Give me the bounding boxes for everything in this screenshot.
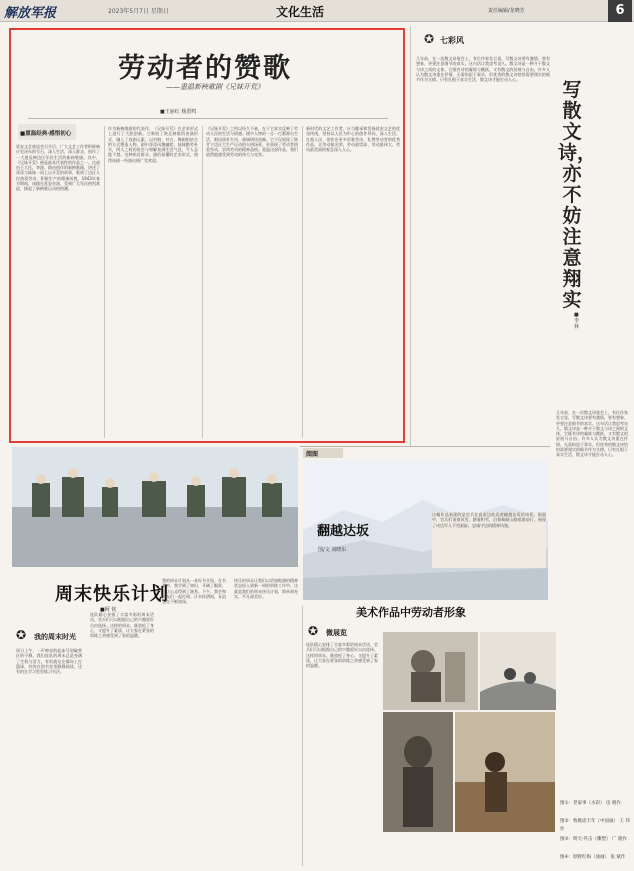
- bottom-col-2: 连队精心安排了丰富多彩的周末活动，官兵们可以根据自己的兴趣爱好自由选择。这样的周末，既放松了身心，又提升了素质，让大家在紧张的训练之余感受到了家的温暖。: [90, 612, 154, 639]
- right-article-title: 写散文诗，亦不妨注意翔实: [558, 79, 597, 311]
- divider: [300, 446, 550, 447]
- bottom-col-1: 周日上午，一声嘹亮的起床号划破营区的宁静。我们连队的周末总是充满了生机与活力。有的战友在操场上打篮球，有的在图书室里静静阅读，还有的在学习室里练习书法。: [16, 648, 82, 675]
- masthead: 解放军报: [4, 6, 57, 21]
- article-col-3: 《兄妹开荒》之所以经久不衰，在于它真实反映了劳动人民的生活与情感。剧中人物的一言一行都源自生活，唱词质朴生动，曲调明快流畅。它不仅展现了陕甘宁边区大生产运动的火热场景，更表现了劳动者热爱劳动、崇尚劳动的精神品格。重温这部作品，我们依然能感受到劳动的伟大与光荣。: [206, 126, 298, 158]
- right-article-body-cont: 几年前，在一次散文诗笔会上，有位作家发言说，写散文诗要有激情，要有想象，更要注意细节的真实。这句话让我思考良久。散文诗是一种介于散文与诗之间的文体，它既有诗的凝练与跳跃，又有散文的舒展与自由。许多人认为散文诗重在抒情，无需拘泥于事实，但优秀的散文诗恰恰需要翔实的细节作为支撑。只有扎根于真实生活，散文诗才能打动人心。: [556, 410, 628, 458]
- article-col-1: 延安文艺座谈会召开后，广大文艺工作者积极响应毛泽东的号召，深入生活，深入群众，创作了一大批反映边区军民生活的新秧歌剧。其中，《兄妹开荒》便是最具代表性的作品之一。这部由王大化、李波、路由创作的新秧歌剧，讲述了哥哥与妹妹一同上山开荒的故事，歌颂了边区人民热爱劳动、积极生产的精神风貌。1943年春节期间，该剧在延安首演，受到广大军民热烈欢迎，掀起了新秧歌运动的热潮。: [16, 144, 100, 192]
- star-icon: ✪: [16, 628, 27, 642]
- column-head: ■重温经典·感悟初心: [20, 131, 72, 137]
- artwork-3: [383, 712, 453, 832]
- artwork-caption-1: 图①：老家事（水彩） 房 晓作: [560, 801, 621, 806]
- feature-author: 图/文 刘晓东: [318, 547, 347, 553]
- divider: [28, 118, 388, 119]
- right-article-author: ■李 林: [574, 312, 580, 330]
- article-author: ■王丽红 杨恩鸣: [160, 109, 197, 115]
- right-column-name: 七彩风: [440, 36, 464, 45]
- bottom-col-3: 我的周末计划从一本好书开始。在书香中，我学到了知识，开阔了眼界，也让心灵得到了滋养。下午，我会和战友们一起打球，汗水挥洒间，友谊也在不断加深。: [162, 578, 226, 605]
- column-rule: [410, 26, 411, 446]
- feature-description: 这幅作品表现的是官兵在高原边防巡逻翻越达坂的场景。画面中，官兵们顶着风雪、踏着积雪，沿着崎岖山路艰难前行，展现了戍边军人不畏艰险、忠诚守边的精神风貌。: [432, 512, 546, 568]
- art-body: 连队精心安排了丰富多彩的周末活动，官兵们可以根据自己的兴趣爱好自由选择。这样的周末，既放松了身心，又提升了素质，让大家在紧张的训练之余感受到了家的温暖。: [306, 642, 378, 669]
- art-column-name: 微展览: [326, 629, 347, 637]
- section-title: 文化生活: [275, 5, 324, 19]
- article-title: 劳动者的赞歌: [118, 53, 292, 84]
- column-rule: [302, 126, 303, 438]
- art-section-title: 美术作品中劳动者形象: [356, 606, 466, 619]
- artwork-caption-4: 图④：原野红梅（油画） 张 斌作: [560, 855, 626, 860]
- bottom-article-title: 周末快乐计划: [55, 584, 169, 605]
- editor-credit: 责任编辑/龙晓芳: [488, 8, 525, 14]
- column-rule: [202, 126, 203, 438]
- artwork-4: [455, 712, 555, 832]
- artwork-caption-3: 图③：明天·歼击（雕塑） 广 晓作: [560, 837, 627, 842]
- article-col-2: 作为新秧歌剧的代表作，《兄妹开荒》在艺术形式上进行了大胆创新。它吸收了陕北秧歌的表演形式，融入了戏剧元素，以对唱、对白、舞蹈相结合的方式塑造人物。剧中哥哥风趣幽默，妹妹勤劳朴实，两人之间的误会与和解充满生活气息，令人忍俊不禁。这种贴近群众、通俗易懂的艺术形式，使得该剧一经演出便广受欢迎。: [108, 126, 198, 163]
- right-article-body: 几年前，在一次散文诗笔会上，有位作家发言说，写散文诗要有激情，要有想象，更要注意细节的真实。这句话让我思考良久。散文诗是一种介于散文与诗之间的文体，它既有诗的凝练与跳跃，又有散文的舒展与自由。许多人认为散文诗重在抒情，无需拘泥于事实，但优秀的散文诗恰恰需要翔实的细节作为支撑。只有扎根于真实生活，散文诗才能打动人心。: [416, 56, 550, 83]
- feature-title: 翻越达坂: [317, 524, 370, 539]
- article-subtitle: ——重温新秧歌剧《兄妹开荒》: [166, 83, 264, 91]
- column-rule: [302, 606, 303, 866]
- artwork-1: [383, 632, 478, 710]
- article-col-4: 新时代的文艺工作者，应当继承和发扬延安文艺的优良传统，坚持以人民为中心的创作导向，深入生活、扎根人民，创作出更多讴歌劳动、礼赞劳动者的优秀作品，让劳动最光荣、劳动最崇高、劳动最伟大、劳动最美丽的观念深入人心。: [306, 126, 400, 153]
- star-icon: ✪: [424, 32, 435, 46]
- column-rule: [104, 126, 105, 438]
- bottom-article-author: ■阿 钦: [100, 607, 117, 613]
- artwork-caption-2: 图②：牧歌谣丰年（中国画） 王 伟作: [560, 819, 630, 832]
- page-number: 6: [608, 0, 632, 22]
- artwork-2: [480, 632, 556, 710]
- star-icon: ✪: [308, 624, 319, 638]
- issue-date: 2023年5月7日 星期日: [108, 8, 169, 15]
- bottom-column-head: 我的周末时光: [34, 633, 76, 641]
- feature-tag: 阅图: [306, 451, 319, 458]
- cover-photo: [12, 447, 298, 567]
- bottom-col-4: 快乐的周末让我们以更加饱满的精神状态投入到新一周的训练工作中。这就是我们的周末快乐计划，简单却充实，平凡却美好。: [234, 578, 298, 599]
